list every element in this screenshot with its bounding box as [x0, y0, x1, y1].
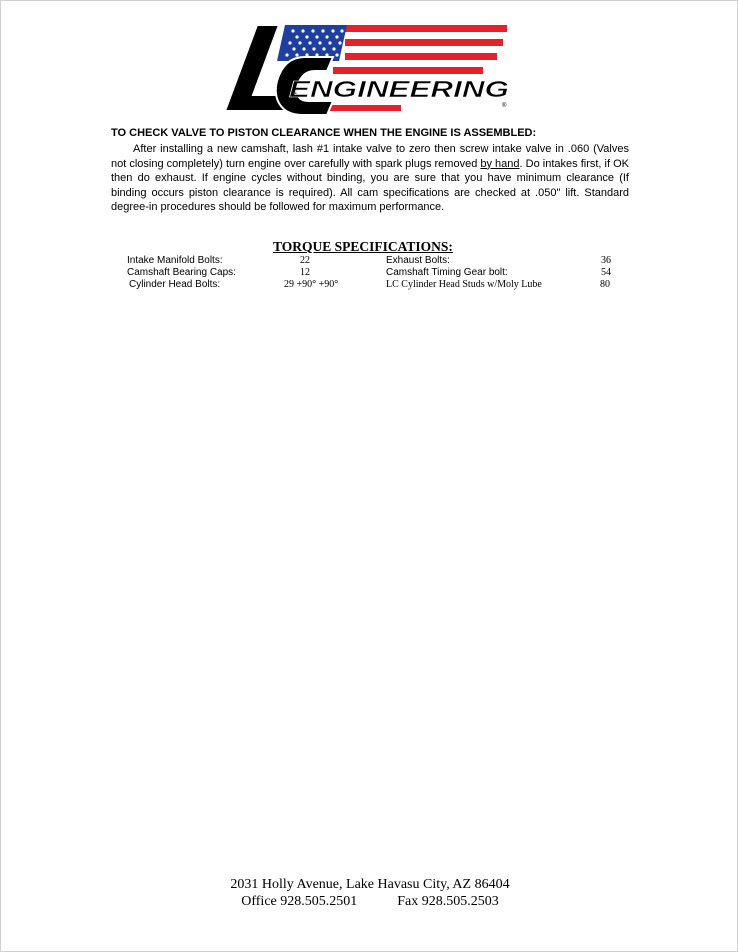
- torque-label: Intake Manifold Bolts:: [127, 255, 223, 266]
- paragraph-text-1: After installing a new camshaft, lash #1 intake valve to zero then screw intake valve in .060 (Valves not closing completely) turn engine over carefully with spark plugs removed: [111, 143, 629, 170]
- registered-mark: ®: [502, 103, 507, 109]
- torque-label: Cylinder Head Bolts:: [129, 279, 221, 290]
- footer-fax: Fax 928.505.2503: [397, 894, 499, 909]
- torque-value: 54: [601, 267, 611, 278]
- footer-address: 2031 Holly Avenue, Lake Havasu City, AZ 86404: [230, 877, 510, 892]
- torque-title: TORQUE SPECIFICATIONS:: [273, 239, 453, 254]
- lc-engineering-logo: [223, 21, 513, 121]
- torque-label: LC Cylinder Head Studs w/Moly Lube: [386, 279, 542, 290]
- torque-value: 80: [600, 279, 610, 290]
- section-heading: TO CHECK VALVE TO PISTON CLEARANCE WHEN THE ENGINE IS ASSEMBLED:: [111, 127, 537, 139]
- instructions-paragraph: [111, 142, 629, 215]
- torque-label: Camshaft Bearing Caps:: [127, 267, 236, 278]
- torque-label: Exhaust Bolts:: [386, 255, 450, 266]
- footer-contact: [1, 894, 738, 910]
- logo-wordmark: ENGINEERING: [289, 76, 510, 102]
- paragraph-underlined-text: by hand: [480, 157, 520, 170]
- torque-value: 29 +90° +90°: [284, 279, 339, 290]
- torque-label: Camshaft Timing Gear bolt:: [386, 267, 508, 278]
- footer-office: Office 928.505.2501: [241, 894, 358, 909]
- paragraph-text-2: . Do intakes first, if OK then do exhaust. If engine cycles without binding, you are sure that you have minimum clearance (If binding occurs piston clearance is required). All cam specifications are checked at .050" lift. Standard degree-in procedures should be followed for maximum performance.: [111, 157, 629, 213]
- torque-value: 22: [300, 255, 310, 266]
- flag-canton: [277, 25, 347, 61]
- torque-value: 36: [601, 255, 611, 266]
- torque-value: 12: [300, 267, 310, 278]
